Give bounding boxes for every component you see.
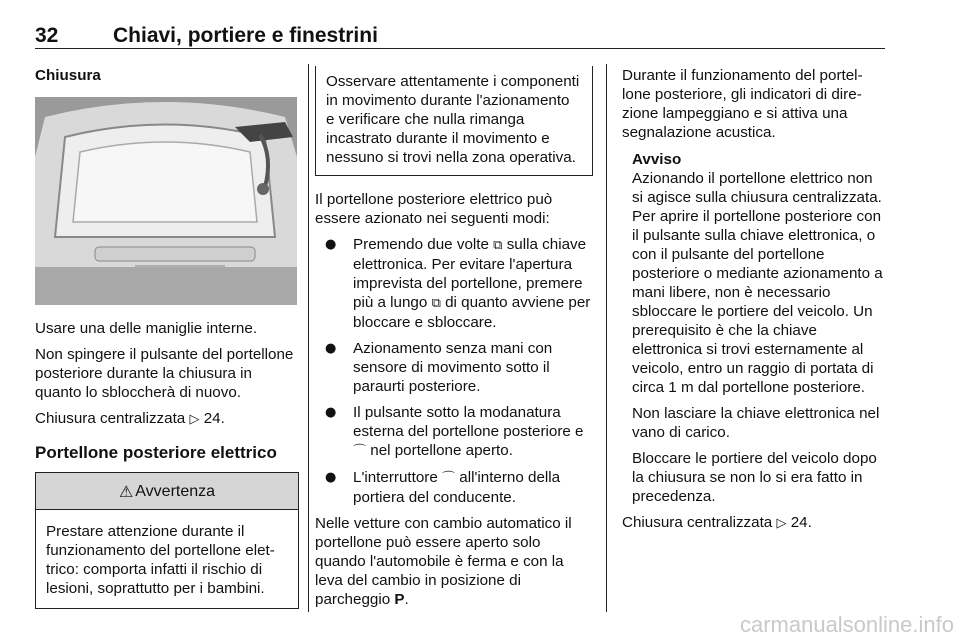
watermark: carmanualsonline.info — [739, 612, 954, 637]
list-item — [315, 235, 593, 332]
warning-box — [35, 472, 299, 609]
tailgate-icon: ⌒ — [442, 471, 456, 486]
list-item-text: Premendo due volte — [353, 236, 489, 253]
notice-title: Avviso — [632, 151, 682, 168]
list-item-text: nel portellone aperto. — [370, 442, 513, 459]
column-divider-1 — [308, 64, 309, 612]
operation-modes-list — [315, 235, 593, 507]
list-item — [315, 403, 593, 461]
notice-paragraph-2: Non lasciare la chiave elettronica nel vano di carico. — [632, 405, 880, 441]
ref-text: Chiusura centralizzata — [622, 514, 773, 531]
list-item-text: di quanto avviene per bloccare e sbloccare. — [353, 294, 591, 331]
list-item — [315, 468, 593, 507]
paragraph-indicators: Durante il funzionamento del portellone posteriore, gli indicatori di direzione lampeggiano e si attiva una segnalazione acustica. — [622, 67, 863, 141]
bullet-icon: ● — [325, 341, 337, 356]
column-2 — [315, 66, 593, 616]
column-1 — [35, 66, 299, 609]
tailgate-photo — [35, 97, 297, 305]
bullet-icon: ● — [325, 237, 337, 252]
list-item — [315, 339, 593, 396]
column-3 — [622, 66, 886, 540]
ref-page-link[interactable]: 24. — [790, 514, 812, 531]
notice-section — [622, 150, 886, 506]
warning-continuation-text: Osservare attentamente i componenti in movimento durante l'azionamento e verificare che nulla rimanga incastrato durante il movimento e nessuno si trovi nella zona operativa. — [326, 73, 580, 166]
column-divider-2 — [606, 64, 607, 612]
warning-continuation-box — [315, 66, 593, 176]
reference-arrow-icon: ▷ — [189, 412, 200, 427]
notice-paragraph-3: Bloccare le portiere del veicolo dopo la chiusura se non lo si era fatto in precedenza. — [632, 450, 877, 505]
ref-text: Chiusura centralizzata — [35, 410, 186, 427]
warning-title: Avvertenza — [135, 482, 216, 500]
paragraph-text: . — [404, 591, 409, 608]
page-title: Chiavi, portiere e finestrini — [113, 24, 378, 47]
paragraph-maniglie: Usare una delle maniglie interne. — [35, 320, 258, 337]
notice-paragraph-1: Azionando il portellone elettrico non si agisce sulla chiusura centralizzata. Per aprire il portellone posteriore con il pulsante sulla chiave elettronica, o con il pulsante del portellone posteriore o mediante azionamento a mani libere, non è necessario sbloccare le portiere del veicolo. Un prerequisito è che la chiave elettronica si trovi esternamente al veicolo, entro un raggio di portata di circa 1 m dal portellone posteriore. — [632, 170, 883, 396]
page-number: 32 — [35, 24, 59, 47]
list-item-text: L'interruttore — [353, 469, 438, 486]
list-item-text: Il pulsante sotto la modanatura esterna del portellone posteriore e — [353, 404, 584, 440]
page-header — [35, 24, 885, 49]
list-item-text: Azionamento senza mani con sensore di movimento sotto il paraurti posteriore. — [353, 340, 553, 395]
list-item-text: sulla chiave elettronica. Per evitare l'apertura imprevista del portellone, premere più a lungo — [353, 236, 587, 311]
tailgate-icon: ⌒ — [353, 444, 367, 459]
ref-page-link[interactable]: 24. — [203, 410, 225, 427]
warning-triangle-icon: ⚠ — [118, 481, 134, 501]
paragraph-text: Nelle vetture con cambio automatico il portellone può essere aperto solo quando l'automobile è ferma e con la leva del cambio in posizione di parcheggio — [315, 515, 572, 608]
paragraph-intro: Il portellone posteriore elettrico può essere azionato nei seguenti modi: — [315, 191, 553, 227]
paragraph-non-spingere: Non spingere il pulsante del portellone posteriore durante la chiusura in quanto lo sbloccherà di nuovo. — [35, 346, 294, 401]
section-heading-chiusura: Chiusura — [35, 67, 101, 84]
paragraph-chiusura-ref — [35, 409, 299, 429]
bullet-icon: ● — [325, 470, 337, 485]
key-tailgate-icon: ⧉ — [431, 296, 441, 311]
paragraph-automatic — [315, 514, 593, 609]
gear-position-p: P — [394, 591, 405, 608]
warning-text: Prestare attenzione durante il funzionamento del portellone elettrico: comporta infatti il rischio di lesioni, soprattutto per i bambini. — [46, 523, 275, 597]
reference-arrow-icon: ▷ — [776, 516, 787, 531]
section-title-portellone: Portellone posteriore elettrico — [35, 443, 277, 462]
bullet-icon: ● — [325, 405, 337, 420]
list-item-text: all'interno della portiera del conducente. — [353, 469, 561, 506]
key-tailgate-icon: ⧉ — [493, 238, 503, 253]
warning-header — [36, 473, 298, 510]
paragraph-chiusura-ref-2 — [622, 513, 886, 533]
